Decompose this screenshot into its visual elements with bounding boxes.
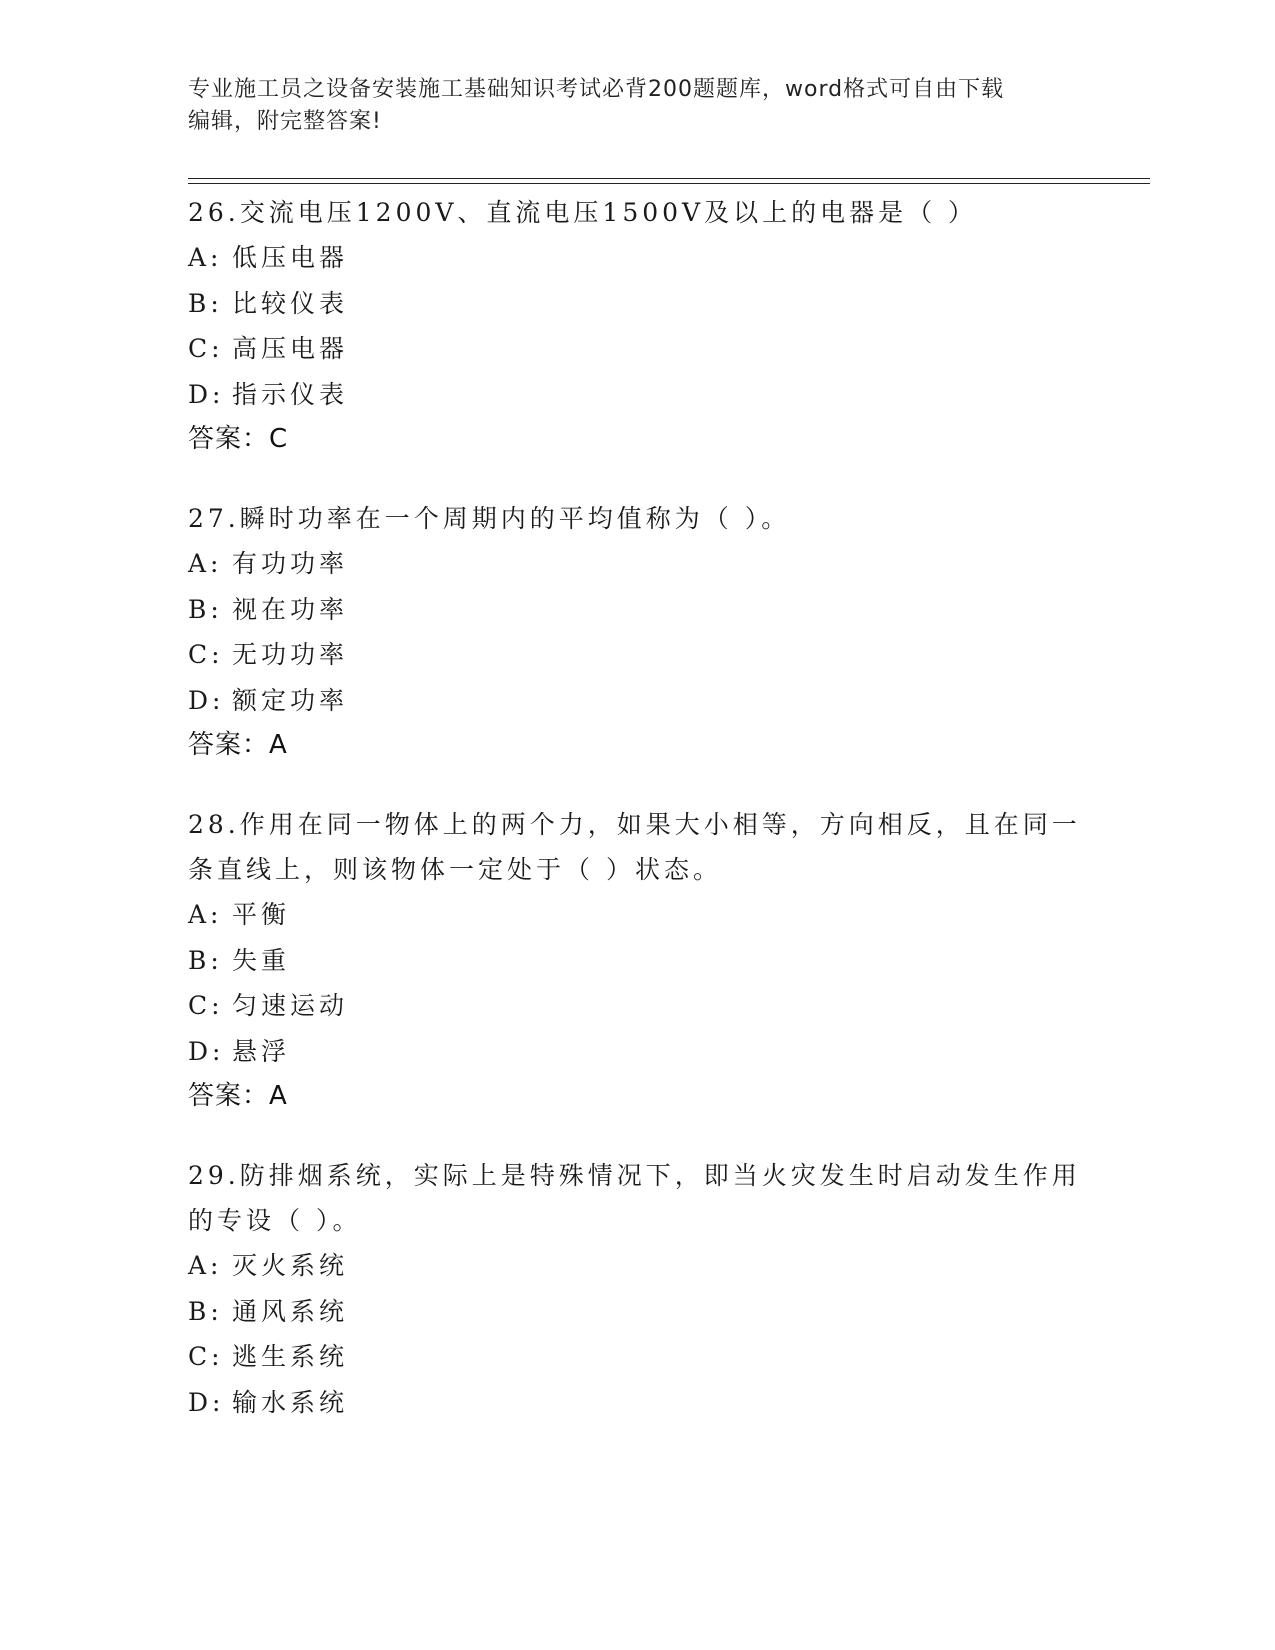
header-line-1: 专业施工员之设备安装施工基础知识考试必背200题题库，word格式可自由下载 xyxy=(188,77,1005,102)
option-a xyxy=(188,235,1088,281)
option-text: 视在功率 xyxy=(232,594,349,624)
document-header xyxy=(188,74,1068,138)
option-text: 平衡 xyxy=(232,900,291,929)
option-d xyxy=(188,372,1088,418)
option-key: B: xyxy=(188,945,223,975)
answer-line: 答案：A xyxy=(188,730,288,760)
option-a xyxy=(188,541,1088,587)
option-d xyxy=(188,678,1088,724)
question-stem: 26.交流电压1200V、直流电压1500V及以上的电器是（ ） xyxy=(188,198,978,227)
option-b xyxy=(188,587,1088,633)
header-divider-top xyxy=(188,178,1150,179)
header-line-2: 编辑，附完整答案! xyxy=(188,109,382,134)
option-c xyxy=(188,1334,1088,1380)
option-text: 逃生系统 xyxy=(232,1342,349,1371)
option-key: A: xyxy=(188,900,223,929)
question-27 xyxy=(188,496,1088,768)
option-c xyxy=(188,983,1088,1029)
option-d xyxy=(188,1380,1088,1426)
answer-line: 答案：A xyxy=(188,1081,288,1111)
option-b xyxy=(188,1289,1088,1335)
option-text: 低压电器 xyxy=(232,243,349,272)
option-text: 输水系统 xyxy=(232,1387,349,1417)
option-text: 失重 xyxy=(232,945,291,975)
option-b xyxy=(188,938,1088,984)
option-key: C: xyxy=(188,640,224,669)
option-key: C: xyxy=(188,334,224,363)
option-text: 悬浮 xyxy=(232,1036,291,1066)
option-b xyxy=(188,281,1088,327)
option-text: 灭火系统 xyxy=(232,1251,349,1280)
option-text: 指示仪表 xyxy=(232,379,349,409)
option-key: B: xyxy=(188,288,223,318)
question-stem: 29.防排烟系统，实际上是特殊情况下，即当火灾发生时启动发生作用的专设（ ）。 xyxy=(188,1161,1081,1235)
question-stem: 28.作用在同一物体上的两个力，如果大小相等，方向相反，且在同一条直线上，则该物体一定处于（ ）状态。 xyxy=(188,810,1081,884)
option-text: 比较仪表 xyxy=(232,288,349,318)
question-26 xyxy=(188,190,1088,462)
option-a xyxy=(188,892,1088,938)
question-29 xyxy=(188,1153,1088,1425)
option-key: A: xyxy=(188,1251,223,1280)
option-text: 额定功率 xyxy=(232,685,349,715)
header-divider-bottom xyxy=(188,183,1150,184)
option-c xyxy=(188,632,1088,678)
option-key: D: xyxy=(188,1387,225,1417)
question-28 xyxy=(188,802,1088,1119)
option-a xyxy=(188,1243,1088,1289)
option-key: B: xyxy=(188,1296,223,1326)
answer-line: 答案：C xyxy=(188,424,289,454)
option-text: 高压电器 xyxy=(232,334,349,363)
option-d xyxy=(188,1029,1088,1075)
option-text: 通风系统 xyxy=(232,1296,349,1326)
question-stem: 27.瞬时功率在一个周期内的平均值称为（ ）。 xyxy=(188,504,791,533)
option-key: C: xyxy=(188,1342,224,1371)
option-key: A: xyxy=(188,549,223,578)
option-text: 匀速运动 xyxy=(232,991,349,1020)
option-key: B: xyxy=(188,594,223,624)
option-key: D: xyxy=(188,379,225,409)
option-key: A: xyxy=(188,243,223,272)
question-list xyxy=(188,190,1088,1459)
option-key: C: xyxy=(188,991,224,1020)
option-key: D: xyxy=(188,1036,225,1066)
option-text: 无功功率 xyxy=(232,640,349,669)
option-c xyxy=(188,326,1088,372)
option-text: 有功功率 xyxy=(232,549,349,578)
option-key: D: xyxy=(188,685,225,715)
